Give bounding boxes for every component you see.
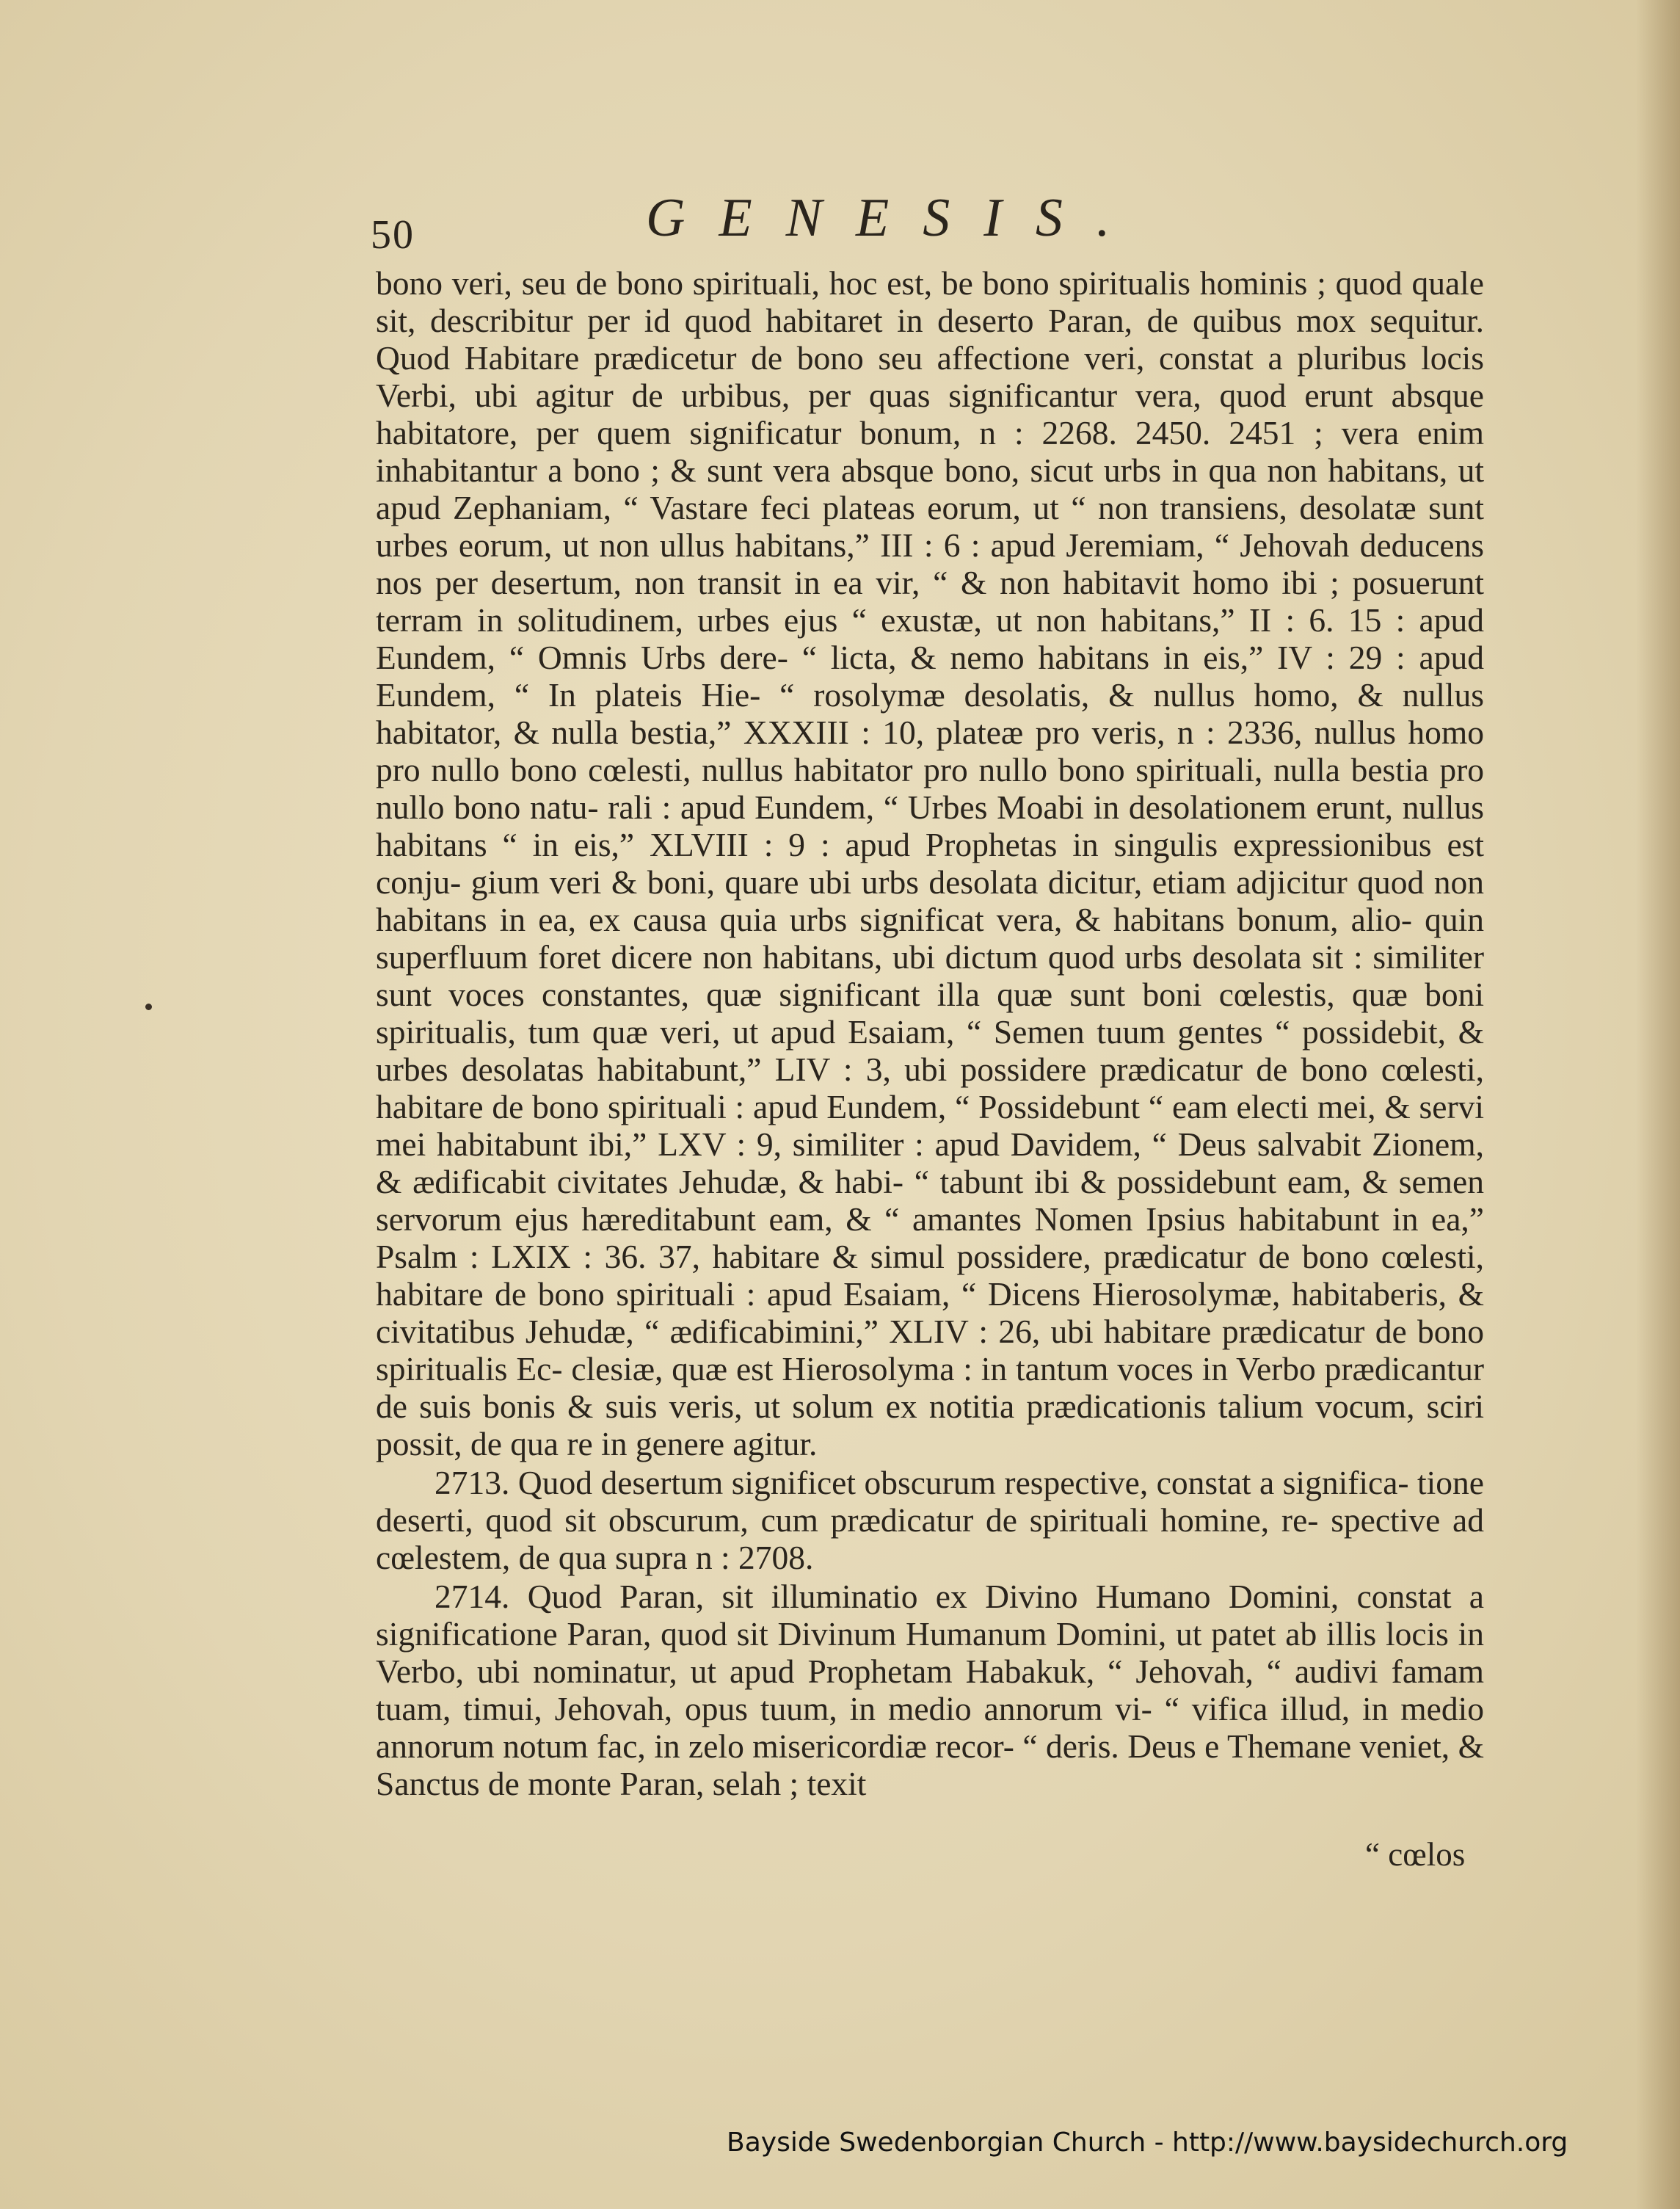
ink-spot bbox=[145, 1004, 152, 1010]
running-title: GENESIS. bbox=[646, 188, 1144, 248]
page-number: 50 bbox=[371, 212, 415, 258]
paragraph-2713: 2713. Quod desertum significet obscurum respective, constat a significa- tione deserti, quod sit obscurum, cum prædicatur de spirituali homine, re- spective ad cœlestem, de qua supra n : 2708. bbox=[376, 1464, 1484, 1576]
paragraph-continuation: bono veri, seu de bono spirituali, hoc est, be bono spiritualis hominis ; quod quale sit, describitur per id quod habitaret in deserto Paran, de quibus mox sequitur. Quod Habitare prædicetur de bono seu affectione veri, constat a pluribus locis Verbi, ubi agitur de urbibus, per quas significantur vera, quod erunt absque habitatore, per quem significatur bonum, n : 2268. 2450. 2451 ; vera enim inhabitantur a bono ; & sunt vera absque bono, sicut urbs in qua non habitans, ut apud Zephaniam, “ Vastare feci plateas eorum, ut “ non transiens, desolatæ sunt urbes eorum, ut non ullus habitans,” III : 6 : apud Jeremiam, “ Jehovah deducens nos per desertum, non transit in ea vir, “ & non habitavit homo ibi ; posuerunt terram in solitudinem, urbes ejus “ exustæ, ut non habitans,” II : 6. 15 : apud Eundem, “ Omnis Urbs dere- “ licta, & nemo habitans in eis,” IV : 29 : apud Eundem, “ In plateis Hie- “ rosolymæ desolatis, & nullus homo, & nullus habitator, & nulla bestia,” XXXIII : 10, plateæ pro veris, n : 2336, nullus homo pro nullo bono cœlesti, nullus habitator pro nullo bono spirituali, nulla bestia pro nullo bono natu- rali : apud Eundem, “ Urbes Moabi in desolationem erunt, nullus habitans “ in eis,” XLVIII : 9 : apud Prophetas in singulis expressionibus est conju- gium veri & boni, quare ubi urbs desolata dicitur, etiam adjicitur quod non habitans in ea, ex causa quia urbs significat vera, & habitans bonum, alio- quin superfluum foret dicere non habitans, ubi dictum quod urbs desolata sit : similiter sunt voces constantes, quæ significant illa quæ sunt boni cœlestis, quæ boni spiritualis, tum quæ veri, ut apud Esaiam, “ Semen tuum gentes “ possidebit, & urbes desolatas habitabunt,” LIV : 3, ubi possidere prædicatur de bono cœlesti, habitare de bono spirituali : apud Eundem, “ Possidebunt “ eam electi mei, & servi mei habitabunt ibi,” LXV : 9, similiter : apud Davidem, “ Deus salvabit Zionem, & ædificabit civitates Jehudæ, & habi- “ tabunt ibi & possidebunt eam, & semen servorum ejus hæreditabunt eam, & “ amantes Nomen Ipsius habitabunt in ea,” Psalm : LXIX : 36. 37, habitare & simul possidere, prædicatur de bono cœlesti, habitare de bono spirituali : apud Esaiam, “ Dicens Hierosolymæ, habitaberis, & civitatibus Jehudæ, “ ædificabimini,” XLIV : 26, ubi habitare prædicatur de bono spiritualis Ec- clesiæ, quæ est Hierosolyma : in tantum voces in Verbo prædicantur de suis bonis & suis veris, ut solum ex notitia prædicationis talium vocum, sciri possit, de qua re in genere agitur. bbox=[376, 264, 1484, 1462]
website-credit: Bayside Swedenborgian Church - http://www.baysidechurch.org bbox=[727, 2128, 1568, 2158]
paragraph-2714: 2714. Quod Paran, sit illuminatio ex Divino Humano Domini, constat a significatione Paran, quod sit Divinum Humanum Domini, ut patet ab illis locis in Verbo, ubi nominatur, ut apud Prophetam Habakuk, “ Jehovah, “ audivi famam tuam, timui, Jehovah, opus tuum, in medio annorum vi- “ vifica illud, in medio annorum notum fac, in zelo misericordiæ recor- “ deris. Deus e Themane veniet, & Sanctus de monte Paran, selah ; texit bbox=[376, 1578, 1484, 1802]
catchword: “ cœlos bbox=[1365, 1836, 1466, 1873]
page-edge-shadow bbox=[1636, 0, 1680, 2209]
body-text bbox=[376, 264, 1484, 1802]
